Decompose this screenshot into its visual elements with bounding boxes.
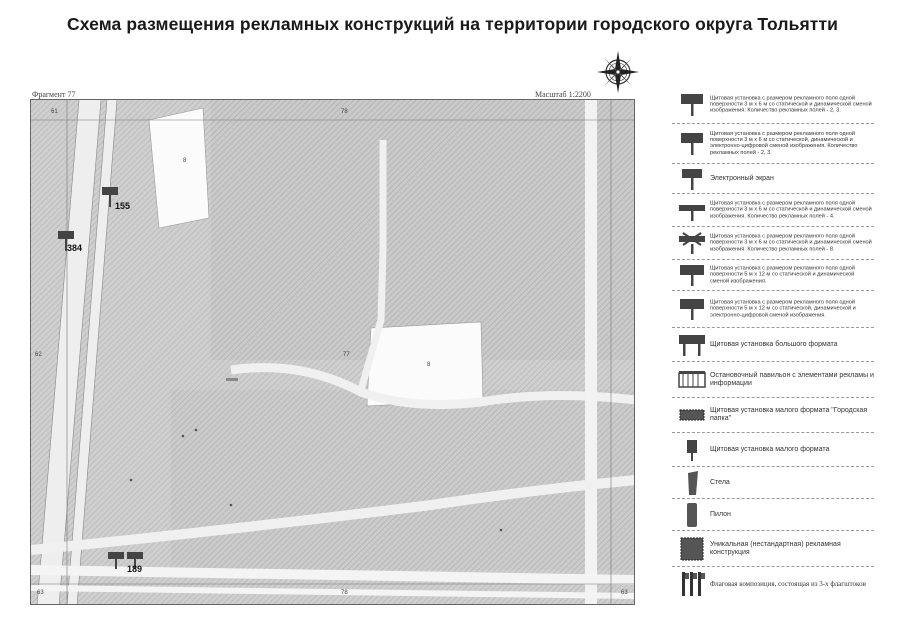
pylon-icon [678, 502, 706, 528]
page-title: Схема размещения рекламных конструкций на территории городского округа Тольятти [67, 14, 838, 34]
unique-construction-icon [678, 536, 706, 562]
billboard-four-fields-icon [678, 197, 706, 223]
grid-label-left-middle: 62 [35, 352, 42, 358]
legend-text: Щитовая установка с размером рекламного поля одной поверхности 5 м х 12 м со статической, динамической и электронно-цифровой сменой изображения. [710, 299, 856, 319]
area-label: 8 [427, 362, 431, 368]
legend-item [672, 362, 874, 398]
electronic-screen-icon [678, 166, 706, 192]
map-area[interactable] [30, 99, 635, 605]
legend-text: Флаговая композиция, состоящая из 3-х флагштоков [710, 580, 866, 588]
small-format-icon [678, 437, 706, 463]
grid-label-top-left: 61 [51, 109, 58, 115]
legend-text: Электронный экран [710, 174, 774, 182]
legend-item [672, 227, 874, 260]
legend-text: Щитовая установка большого формата [710, 340, 838, 348]
legend-text: Щитовая установка с размером рекламного поля одной поверхности 3 м х 6 м со статической и динамической сменой изображения. Количество рекламных полей - 2, 3. [710, 94, 872, 114]
legend-item [672, 531, 874, 567]
legend-item [672, 467, 874, 499]
legend-text: Щитовая установка малого формата "Городская папка" [710, 407, 868, 422]
grid-label-right-bottom: 63 [621, 590, 628, 596]
legend-item [672, 499, 874, 531]
grid-label-bottom-left: 63 [37, 590, 44, 596]
grid-label-top-middle: 78 [341, 109, 348, 115]
legend-text: Щитовая установка малого формата [710, 445, 830, 453]
legend-item [672, 291, 874, 328]
billboard-5x12-digital-icon [678, 296, 706, 322]
legend-text: Щитовая установка с размером рекламного поля одной поверхности 3 м х 6 м со статической и динамической сменой изображения. Количество рекламных полей - 4. [710, 200, 872, 220]
flag-composition-icon [678, 571, 706, 597]
legend-text: Остановочный павильон с элементами рекламы и информации [710, 371, 874, 387]
map-canvas [31, 100, 635, 605]
legend-item [672, 567, 874, 601]
legend-text: Уникальная (нестандартная) рекламная конструкция [710, 540, 841, 556]
grid-label-bottom-middle: 78 [341, 590, 348, 596]
scale-label: Масштаб 1:2200 [535, 90, 591, 99]
legend-item [672, 86, 874, 124]
legend-text: Щитовая установка с размером рекламного поля одной поверхности 5 м х 12 м со статической и динамической сменой изображения. [710, 265, 855, 285]
legend-text: Пилон [710, 510, 731, 518]
legend-text: Щитовая установка с размером рекламного поля одной поверхности 3 м х 6 м со статической и динамической сменой изображения. Количество рекламных полей - 8. [710, 233, 872, 253]
billboard-static-digital-icon [678, 131, 706, 157]
billboard-static-dynamic-icon [678, 92, 706, 118]
compass-rose-icon [596, 50, 640, 94]
legend-text: Щитовая установка с размером рекламного поля одной поверхности 3 м х 6 м со статической, динамической и электронно-цифровой сменой изображения. Количество рекламных полей - 2, 3. [710, 130, 858, 156]
area-label: 8 [183, 158, 187, 164]
fragment-label: Фрагмент 77 [32, 90, 76, 99]
pavilion-icon [678, 367, 706, 393]
legend-item [672, 328, 874, 362]
city-format-icon [678, 402, 706, 428]
legend-item [672, 398, 874, 433]
legend-item [672, 194, 874, 227]
sign-number: 155 [115, 201, 131, 211]
legend-item [672, 260, 874, 291]
area-label: 77 [343, 352, 350, 358]
legend-item [672, 433, 874, 467]
large-format-icon [678, 332, 706, 358]
sign-number: 384 [67, 243, 83, 253]
map-legend [672, 86, 874, 601]
stela-icon [678, 470, 706, 496]
legend-item [672, 124, 874, 164]
legend-text: Стела [710, 478, 730, 486]
billboard-eight-fields-icon [678, 230, 706, 256]
sign-number: 189 [127, 564, 143, 574]
legend-item [672, 164, 874, 194]
billboard-5x12-icon [678, 262, 706, 288]
